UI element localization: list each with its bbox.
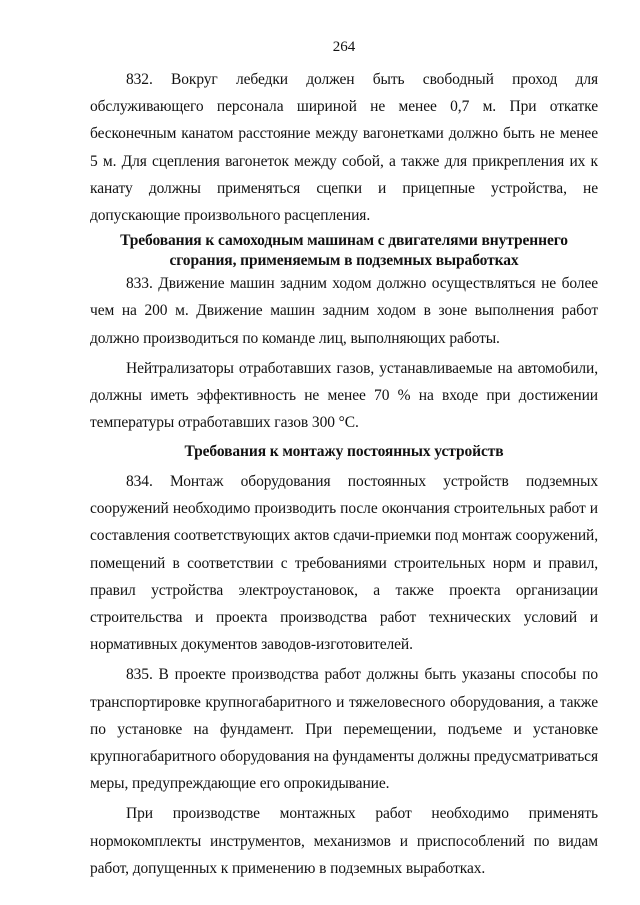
- paragraph-834: 834. Монтаж оборудования постоянных устройств подземных сооружений необходимо производить после окончания строительных работ и составления соответствующих актов сдачи-приемки под монтаж сооружений, помещений в соответствии с требованиями строительных норм и правил, правил устройства электроустановок, а также проекта организации строительства и проекта производства работ технических условий и нормативных документов заводов-изготовителей.: [90, 472, 598, 654]
- page-content: [90, 66, 598, 882]
- section-heading-self-propelled-machines: Требования к самоходным машинам с двигателями внутреннего сгорания, применяемым в подземных выработках: [120, 232, 568, 269]
- paragraph-833: 833. Движение машин задним ходом должно осуществляться не более чем на 200 м. Движение машин задним ходом в зоне выполнения работ должно производиться по команде лиц, выполняющих работы.: [90, 275, 598, 347]
- document-page: [90, 0, 598, 905]
- page-number: 264: [332, 39, 356, 55]
- section-heading-installation: Требования к монтажу постоянных устройств: [184, 443, 504, 461]
- paragraph-832: 832. Вокруг лебедки должен быть свободный проход для обслуживающего персонала шириной не менее 0,7 м. При откатке бесконечным канатом расстояние между вагонетками должно быть не менее 5 м. Для сцепления вагонеток между собой, а также для прикрепления их к канату должны применяться сцепки и прицепные устройства, не допускающие произвольного расцепления.: [90, 71, 598, 225]
- paragraph-835: 835. В проекте производства работ должны быть указаны способы по транспортировке крупногабаритного и тяжеловесного оборудования, а также по установке на фундамент. При перемещении, подъеме и установке крупногабаритного оборудования на фундаменты должны предусматриваться меры, предупреждающие его опрокидывание.: [90, 666, 598, 793]
- paragraph-assembly-tools: При производстве монтажных работ необходимо применять нормокомплекты инструментов, механизмов и приспособлений по видам работ, допущенных к применению в подземных выработках.: [90, 805, 598, 877]
- paragraph-neutralizers: Нейтрализаторы отработавших газов, устанавливаемые на автомобили, должны иметь эффективность не менее 70 % на входе при достижении температуры отработавших газов 300 °С.: [90, 359, 598, 432]
